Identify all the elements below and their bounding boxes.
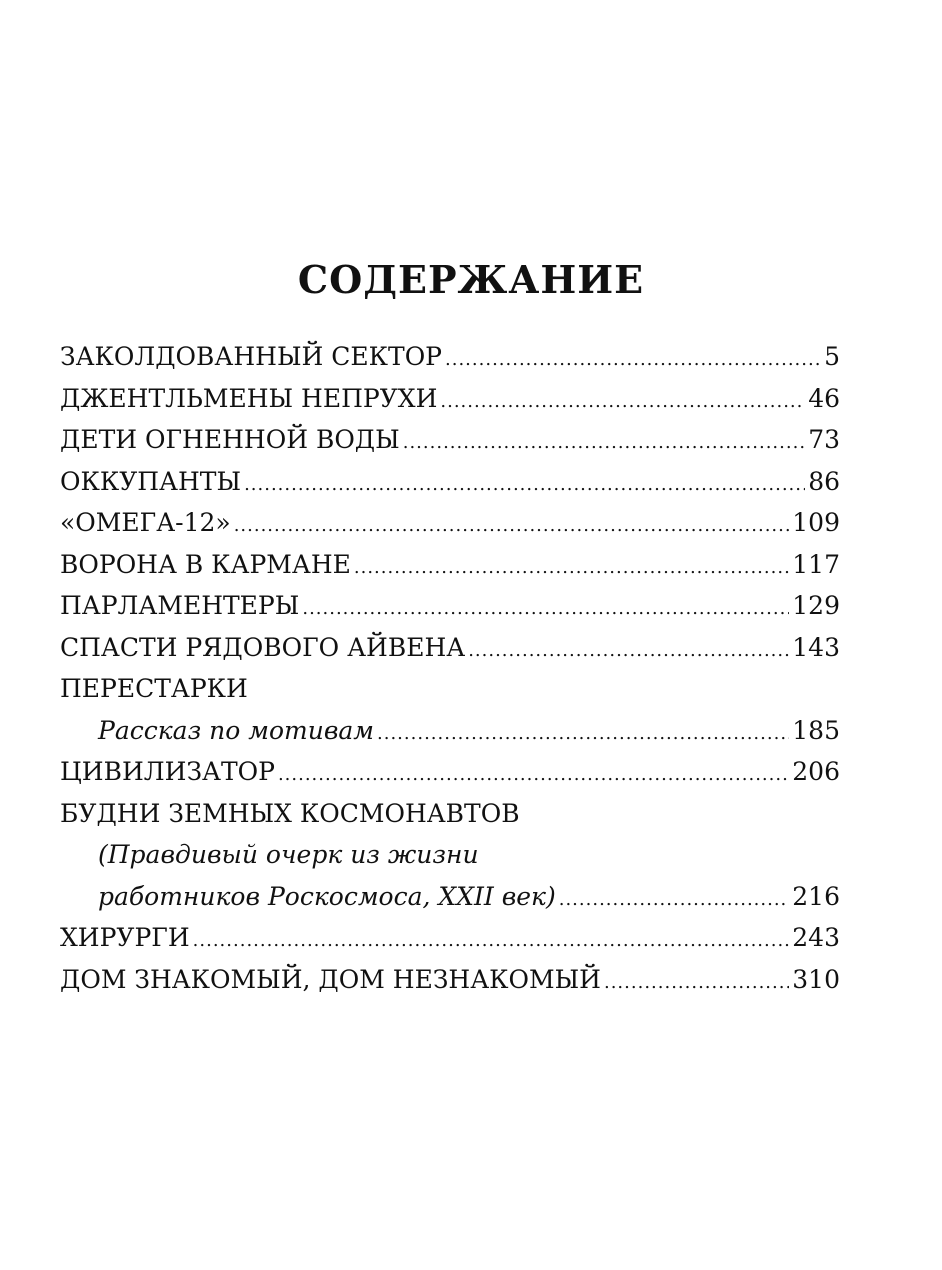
toc-entry-page: 185 — [792, 715, 840, 745]
toc-entry-subtitle-line — [60, 876, 840, 918]
toc-entry — [60, 336, 840, 378]
dot-leader — [604, 962, 789, 1004]
toc-entry-title: ХИРУРГИ — [60, 923, 190, 952]
dot-leader — [559, 879, 790, 921]
toc-entry — [60, 959, 840, 1001]
toc-entry-subtitle: работников Роскосмоса, XXII век) — [98, 881, 556, 911]
page-title: СОДЕРЖАНИЕ — [297, 257, 645, 302]
dot-leader — [440, 381, 805, 423]
toc-entry-subtitle-line — [60, 710, 840, 752]
toc-entry-page: 216 — [792, 881, 840, 911]
dot-leader — [244, 464, 805, 506]
toc-entry-title: ДЖЕНТЛЬМЕНЫ НЕПРУХИ — [60, 383, 438, 413]
toc-entry-title: ПЕРЕСТАРКИ — [60, 674, 248, 703]
toc-entry-page: 143 — [792, 632, 840, 662]
dot-leader — [445, 339, 821, 381]
toc-entry — [60, 378, 840, 420]
table-of-contents — [60, 336, 840, 1000]
toc-entry-title: ЦИВИЛИЗАТОР — [60, 757, 275, 786]
toc-entry-title: ЗАКОЛДОВАННЫЙ СЕКТОР — [60, 342, 443, 371]
toc-entry-page: 109 — [792, 508, 840, 537]
toc-entry-page: 129 — [792, 591, 840, 620]
toc-entry-page: 310 — [792, 964, 840, 994]
toc-entry-title: ВОРОНА В КАРМАНЕ — [60, 549, 351, 579]
toc-entry-title: «ОМЕГА-12» — [60, 508, 231, 537]
toc-entry-heading — [60, 668, 840, 710]
toc-entry — [60, 544, 840, 586]
toc-entry — [60, 917, 840, 959]
toc-entry — [60, 461, 840, 503]
toc-entry-page: 206 — [792, 757, 840, 786]
dot-leader — [468, 630, 789, 672]
toc-entry-title: ПАРЛАМЕНТЕРЫ — [60, 591, 300, 620]
toc-entry-heading — [60, 793, 840, 835]
toc-entry-subtitle-line — [60, 834, 840, 876]
toc-entry-page: 86 — [808, 466, 840, 496]
toc-entry-title: СПАСТИ РЯДОВОГО АЙВЕНА — [60, 632, 466, 662]
dot-leader — [377, 713, 789, 755]
toc-entry-page: 73 — [808, 425, 840, 454]
toc-entry-subtitle: (Правдивый очерк из жизни — [98, 840, 479, 869]
dot-leader — [193, 920, 790, 962]
toc-entry-page: 5 — [824, 342, 840, 371]
toc-entry-title: ДОМ ЗНАКОМЫЙ, ДОМ НЕЗНАКОМЫЙ — [60, 964, 601, 994]
toc-entry — [60, 585, 840, 627]
toc-entry-page: 243 — [792, 923, 840, 952]
toc-entry-title: БУДНИ ЗЕМНЫХ КОСМОНАВТОВ — [60, 798, 520, 828]
toc-entry — [60, 419, 840, 461]
toc-entry-subtitle: Рассказ по мотивам — [98, 715, 375, 745]
toc-entry-title: ДЕТИ ОГНЕННОЙ ВОДЫ — [60, 425, 400, 454]
dot-leader — [354, 547, 789, 589]
toc-entry-page: 46 — [808, 383, 840, 413]
toc-entry — [60, 627, 840, 669]
toc-entry-page: 117 — [792, 549, 840, 579]
dot-leader — [234, 505, 790, 547]
toc-entry — [60, 751, 840, 793]
dot-leader — [302, 588, 789, 630]
toc-entry — [60, 502, 840, 544]
toc-entry-title: ОККУПАНТЫ — [60, 466, 242, 496]
dot-leader — [403, 422, 805, 464]
dot-leader — [278, 754, 789, 796]
